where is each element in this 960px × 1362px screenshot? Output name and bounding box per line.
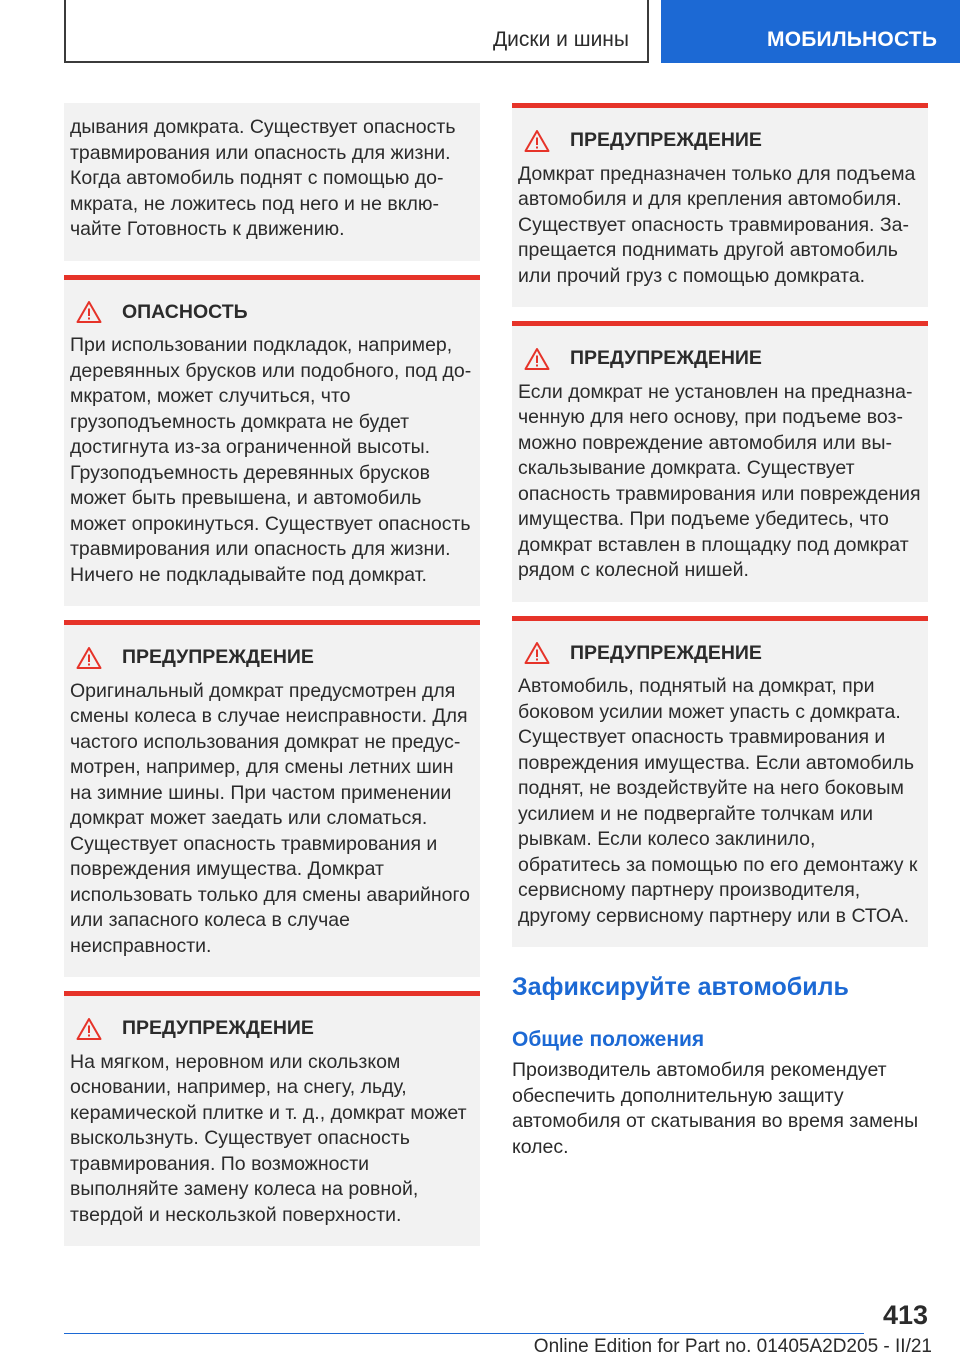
section-title: Диски и шины [492, 28, 629, 51]
warning-title-text: ПРЕДУПРЕЖДЕНИЕ [122, 646, 314, 668]
left-column [64, 103, 480, 1260]
header-section-box [64, 0, 649, 63]
warning-triangle-icon [524, 129, 550, 153]
warning-triangle-icon [524, 347, 550, 371]
warning-box-3 [512, 103, 928, 307]
danger-text: При использовании подкладок, например, деревянных брусков или подобного, под домкратом, может случиться, что грузоподъемность домкрата не будет достигнута из-за ограниченной высоты. Грузоподъемность деревянных брусков может быть превышена, и автомобиль может опрокинуться. Существует опасность травмирования или опасность для жизни. Ничего не подкладывайте под домкрат. [70, 334, 472, 586]
warning-text: Оригинальный домкрат предусмотрен для смены колеса в случае неисправности. Для частого использования домкрат не предусмотрен, например, для смены летних шин на зимние шины. При частом применении домкрат может заедать или сломаться. Существует опасность травмирования и повреждения имущества. Домкрат использовать только для смены аварийного или запасного колеса в случае неисправности. [70, 679, 471, 957]
warning-text: Домкрат предназначен только для подъема автомобиля и для крепления автомобиля. Существует опасность травмирования. Запрещается поднимать другой автомобиль или прочий груз с помощью домкрата. [518, 162, 916, 287]
edition-footer: Online Edition for Part no. 01405A2D205 - II/21 [533, 1336, 932, 1357]
body-paragraph: Производитель автомобиля рекомендует обеспечить дополнительную защиту автомобиля от скатывания во время замены колес. [512, 1059, 919, 1158]
warning-title [518, 346, 922, 372]
right-column [512, 103, 928, 1160]
warning-title-text: ПРЕДУПРЕЖДЕНИЕ [570, 347, 762, 369]
continuation-text: дывания домкрата. Существует опасность травмирования или опасность для жизни. Когда автомобиль поднят с помощью домкрата, не ложитесь под него и не включайте Готовность к движению. [70, 116, 456, 240]
warning-title [70, 1016, 474, 1042]
warning-box-2 [64, 991, 480, 1246]
danger-title-text: ОПАСНОСТЬ [122, 300, 248, 323]
warning-title [518, 128, 922, 154]
warning-box-4 [512, 321, 928, 602]
warning-title [518, 641, 922, 667]
page-number: 413 [882, 1300, 928, 1330]
warning-title-text: ПРЕДУПРЕЖДЕНИЕ [570, 129, 762, 151]
danger-title [70, 300, 474, 326]
warning-box-5 [512, 616, 928, 948]
section-heading: Зафиксируйте автомобиль [512, 973, 849, 1001]
chapter-tab[interactable]: МОБИЛЬНОСТЬ [661, 0, 960, 63]
subsection-heading: Общие положения [512, 1028, 705, 1051]
danger-box [64, 275, 480, 607]
warning-title-text: ПРЕДУПРЕЖДЕНИЕ [570, 641, 762, 664]
warning-box-1 [64, 620, 480, 977]
warning-triangle-icon [76, 300, 102, 324]
warning-text: Автомобиль, поднятый на домкрат, при боковом усилии может упасть с домкрата. Существует опасность травмирования и повреждения имущества. Если автомобиль поднят, не воздействуйте на него боковым усилием и не подвергайте толчкам или рывкам. Если колесо заклинило, обратитесь за помощью по его демонтажу к сервисному партнеру производителя, другому сервисному партнеру или в СТОА. [518, 675, 918, 927]
continuation-box [64, 103, 480, 261]
warning-triangle-icon [76, 1017, 102, 1041]
warning-title-text: ПРЕДУПРЕЖДЕНИЕ [122, 1017, 314, 1039]
warning-triangle-icon [524, 641, 550, 665]
warning-triangle-icon [76, 646, 102, 670]
warning-text: Если домкрат не установлен на предназначенную для него основу, при подъеме возможно повреждение автомобиля или выскальзывание домкрата. Существует опасность травмирования или повреждения имущества. При подъеме убедитесь, что домкрат вставлен в площадку под домкрат рядом с колесной нишей. [518, 380, 921, 581]
warning-title [70, 645, 474, 671]
warning-text: На мягком, неровном или скользком основании, например, на снегу, льду, керамической плитке и т. д., домкрат может выскользнуть. Существует опасность травмирования. По возможности выполняйте замену колеса на ровной, твердой и нескользкой поверхности. [70, 1050, 467, 1226]
footer-divider [64, 1333, 864, 1334]
